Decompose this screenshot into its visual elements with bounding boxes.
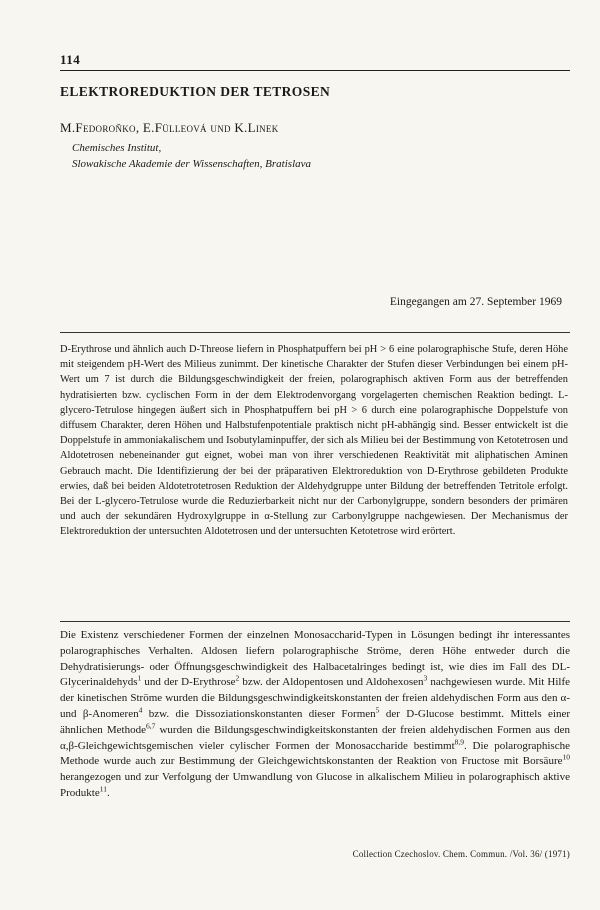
body-segment: bzw. die Dissoziationskonstanten dieser Formen xyxy=(142,707,376,720)
abstract-top-rule xyxy=(60,332,570,333)
body-segment: . xyxy=(106,786,110,799)
journal-footer: Collection Czechoslov. Chem. Commun. /Vol. 36/ (1971) xyxy=(352,849,570,859)
abstract xyxy=(60,342,568,540)
body-paragraph xyxy=(60,628,570,802)
reference-mark: 2 xyxy=(235,673,240,683)
received-date: Eingegangen am 27. September 1969 xyxy=(389,296,562,308)
body-segment: wurden die Bildungsgeschwindigkeitskonstanten der freien aldehydischen Formen aus den α,β-Gleichgewichtsgemischen vieler cylischer Formen der Monosaccharide bestimmt xyxy=(60,723,570,752)
article-title: ELEKTROREDUKTION DER TETROSEN xyxy=(60,84,331,99)
authors: M.Fedoroňko, E.Fülleová und K.Linek xyxy=(60,120,279,135)
body-segment: nachgewiesen wurde. Mit Hilfe der kinetischen Ströme wurden die Bildungsgeschwindigkeitskonstanten der freien aldehydischen Form aus den α- und β-Anomeren xyxy=(60,676,570,720)
reference-mark: 1 xyxy=(137,673,142,683)
reference-mark: 3 xyxy=(423,673,428,683)
institution-line-1: Chemisches Institut, xyxy=(72,142,162,154)
institution xyxy=(72,140,311,172)
reference-mark: 11 xyxy=(99,784,107,794)
reference-mark: 8,9 xyxy=(454,736,465,746)
body-segment: bzw. der Aldopentosen und Aldohexosen xyxy=(239,676,424,689)
reference-mark: 5 xyxy=(375,705,380,715)
top-rule xyxy=(60,70,570,71)
page-number: 114 xyxy=(60,52,81,67)
reference-mark: 6,7 xyxy=(145,721,156,731)
abstract-text: D-Erythrose und ähnlich auch D-Threose liefern in Phosphatpuffern bei pH > 6 eine polarographische Stufe, deren Höhe mit steigendem pH-Wert des Milieus zunimmt. Der kinetische Charakter der Stufen dieser Verbindungen bei einem pH-Wert um 7 ist durch die Bildungsgeschwindigkeit der freien, polarographisch aktiven Form aus der betreffenden hydratisierten bzw. cyclischen Form in der dem Elektrodenvorgang vorgelagerten chemischen Reaktion bedingt. L-glycero-Tetrulose hingegen äußert sich in Phosphatpuffern bei pH > 6 durch eine polarographische Doppelstufe von diffusem Charakter, deren Höhen und Halbstufenpotentiale praktisch nicht pH-abhängig sind. Besser entwickelt ist die Doppelstufe in ammoniakalischem und Isobutylaminpuffer, der sich als Milieu bei der Bestimmung von Ketotetrosen und Aldotetrosen nebeneinander gut eignet, wobei man von ihrer verschiedenen Reaktivität mit aliphatischen Aminen Gebrauch macht. Die Identifizierung der bei der präparativen Elektroreduktion von D-Erythrose gebildeten Produkte erwies, daß bei beiden Aldotetrotetrosen Reduktion der Aldehydgruppe unter Bildung der betreffenden Tetritole erfolgt. Bei der L-glycero-Tetrulose wurde die Reduzierbarkeit nicht nur der Carbonylgruppe, sondern besonders der primären und auch der sekundären Hydroxylgruppe in α-Stellung zur Carbonylgruppe nachgewiesen. Der Mechanismus der Elektroreduktion der untersuchten Aldotetrosen und der untersuchten Ketotetrose wird erörtert. xyxy=(60,344,568,538)
body-segment: Die Existenz verschiedener Formen der einzelnen Monosaccharid-Typen in Lösungen bedingt ihr interessantes polarographisches Verhalten. Aldosen liefern polarographische Ströme, deren Höhe entweder durch die Dehydratisierungs- oder Öffnungsgeschwindigkeit des Halbacetalringes bedingt ist, wie dies im Fall des DL-Glycerinaldehyds xyxy=(60,629,570,689)
body-segment: . Die polarographische Methode wurde auch zur Bestimmung der Gleichgewichtskonstanten der Reaktion von Fructose mit Borsäure xyxy=(60,739,570,768)
body-segment: der D-Glucose bestimmt. Mittels einer ähnlichen Methode xyxy=(60,707,571,736)
body-segment: herangezogen und zur Verfolgung der Umwandlung von Glucose in alkalischem Milieu in polarographisch aktive Produkte xyxy=(60,771,570,799)
body-segment: und der D-Erythrose xyxy=(141,676,236,689)
reference-mark: 4 xyxy=(138,705,143,715)
institution-line-2: Slowakische Akademie der Wissenschaften, Bratislava xyxy=(72,158,312,170)
body-text xyxy=(60,628,570,802)
reference-mark: 10 xyxy=(562,752,570,762)
abstract-bottom-rule xyxy=(60,621,570,622)
